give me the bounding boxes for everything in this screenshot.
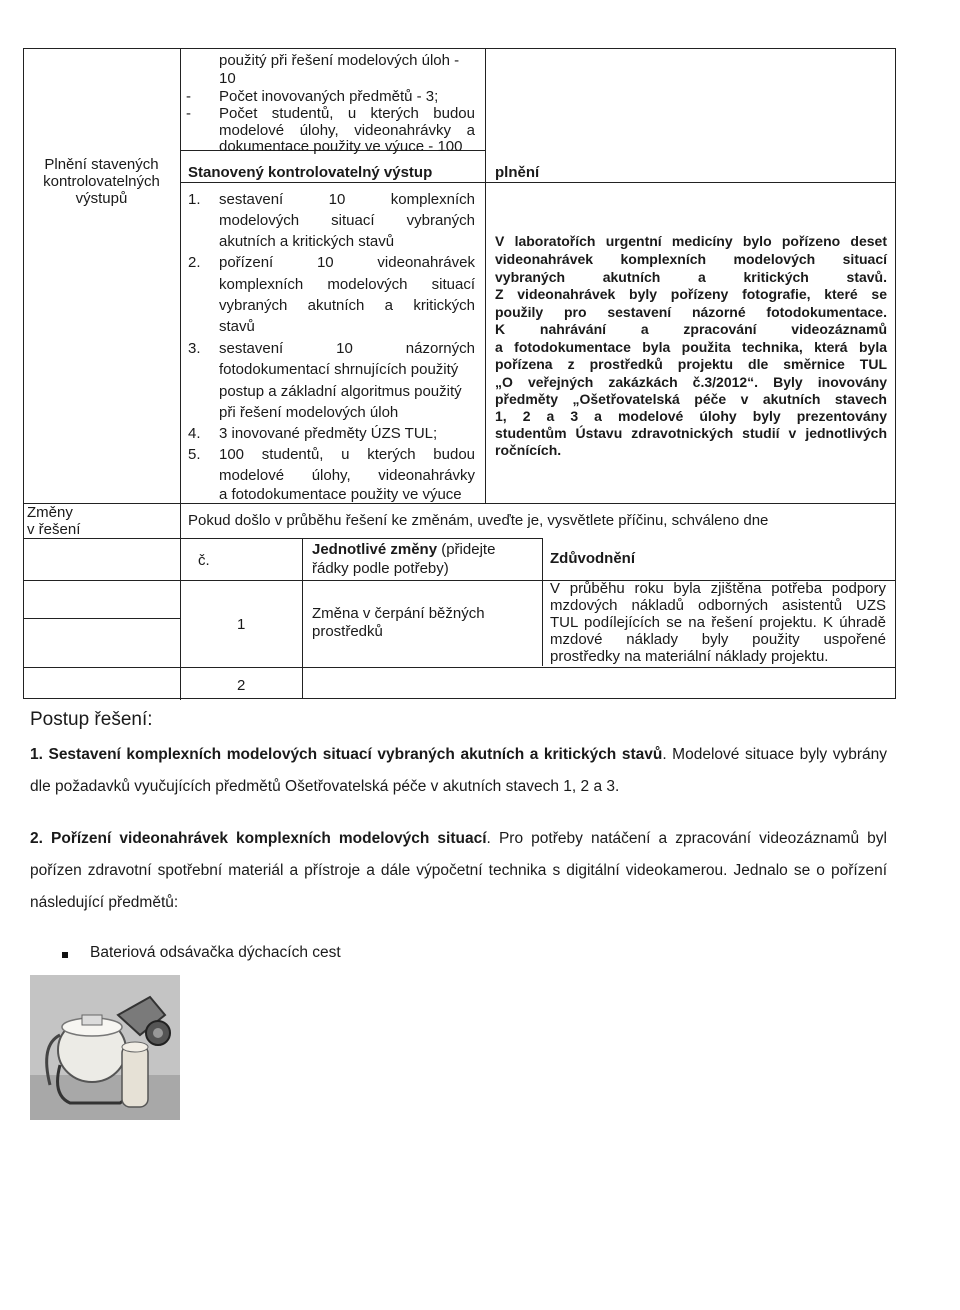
changes-instruction: Pokud došlo v průběhu řešení ke změnám, uveďte je, vysvětlete příčinu, schváleno dne [188,512,769,529]
output-num-3: 3. [188,340,201,357]
postup-p2-rest: . Pro potřeby natáčení a zpracování videozáznamů byl pořízen zdravotní spotřební materiál a přístroje a dále výpočetní technika s digitální videokamerou. Jednalo se o pořízení následující předmětů: [30,830,887,911]
changes-col-reason: Zdůvodnění [550,550,635,567]
output-5-line-2: modelové úlohy, videonahrávky [219,467,475,484]
output-2-line-2: komplexních modelových situací [219,276,475,293]
change-row-2-num: 2 [237,677,246,694]
output-num-4: 4. [188,425,201,442]
label-divider-zmeny-3 [23,580,180,581]
change-row-1-reason-2: mzdových nákladů odborných asistentů UZS [550,597,886,614]
changes-row1-bottom [180,667,895,668]
top-list-item-b-2: modelové úlohy, videonahrávky a [219,122,475,139]
table-bottom-border [23,698,896,699]
postup-bullet-item: Bateriová odsávačka dýchacích cest [90,944,341,961]
top-list-item-a: Počet inovovaných předmětů - 3; [219,88,439,105]
changes-col-change-2: řádky podle potřeby) [312,560,449,577]
postup-paragraph-2 [30,823,887,919]
col-header-fulfilment: plnění [495,164,540,181]
output-num-5: 5. [188,446,201,463]
top-list-line1: 10 [219,70,236,87]
postup-p1-bold: 1. Sestavení komplexních modelových situací vybraných akutních a kritických stavů [30,746,663,763]
table-top-border [23,48,896,49]
change-row-1-text-1: Změna v čerpání běžných [312,605,485,622]
fulfilment-line-1: V laboratořích urgentní medicíny bylo pořízeno deset [495,233,887,249]
output-column-divider [485,48,486,503]
output-4-line-1: 3 inovované předměty ÚZS TUL; [219,425,438,442]
fulfilment-line-12: studentům Ústavu zdravotnických studií v jednotlivých [495,425,887,441]
fulfilment-line-8: pořízena z prostředků projektu dle směrnice TUL [495,356,887,372]
table-right-border [895,48,896,698]
label-divider-zmeny-4 [23,618,180,619]
fulfilment-line-2: videonahrávek komplexních modelových situací [495,251,887,267]
output-3-line-3: postup a základní algoritmus použitý [219,383,462,400]
row-label-zmeny-1: Změny [27,504,73,521]
output-3-line-2: fotodokumentací shrnujících použitý [219,361,459,378]
suction-device-illustration [30,975,180,1120]
change-row-1-reason-3: TUL podílejících se na řešení projektu. K úhradě [550,614,886,631]
output-2-line-1: pořízení 10 videonahrávek [219,254,475,271]
change-row-1-reason-1: V průběhu roku byla zjištěna potřeba podpory [550,580,886,597]
change-row-1-reason-4: mzdové náklady byly použity uspořené [550,631,886,648]
change-row-1-reason-5: prostředky na materiální náklady projektu. [550,648,829,665]
fulfilment-line-10: předměty „Ošetřovatelská péče v akutních stavech [495,391,887,407]
output-2-line-4: stavů [219,318,255,335]
dash-bullet: - [186,88,191,105]
label-divider-zmeny-5 [23,667,180,668]
output-3-line-4: při řešení modelových úloh [219,404,399,421]
fulfilment-line-4: Z videonahrávek byly pořízeny fotografie, které se [495,286,887,302]
change-row-1-num: 1 [237,616,246,633]
top-list-item-b-1: Počet studentů, u kterých budou [219,105,475,122]
fulfilment-line-13: ročnících. [495,442,562,458]
postup-heading: Postup řešení: [30,709,153,730]
fulfilment-line-9: „O veřejných zakázkách č.3/2012“. Byly inovovány [495,374,887,390]
top-list-line0: použitý při řešení modelových úloh - [219,52,460,69]
dash-bullet: - [186,105,191,122]
output-2-line-3: vybraných akutních a kritických [219,297,475,314]
postup-p1-rest: . Modelové situace byly vybrány dle požadavků vyučujících předmětů Ošetřovatelská péče v akutních stavech 1, 2 a 3. [30,746,887,795]
fulfilment-line-5: použily pro sestavení názorné fotodokumentace. [495,304,887,320]
changes-reason-divider [542,538,543,666]
fulfilment-line-11: 1, 2 a 3 a modelové úlohy byly prezentovány [495,408,887,424]
fulfilment-line-7: a fotodokumentace byla použita technika, která byla [495,339,887,355]
header-row-divider [180,182,895,183]
change-row-1-text-2: prostředků [312,623,383,640]
row-label-plneni-1: Plnění stavených [44,156,159,173]
table-left-border [23,48,24,698]
top-list-item-b-3: dokumentace použity ve výuce - 100 [219,138,463,155]
col-header-output: Stanovený kontrolovatelný výstup [188,164,433,181]
fulfilment-line-3: vybraných akutních a kritických stavů. [495,269,887,285]
fulfilment-line-6: K nahrávání a zpracování videozáznamů [495,321,887,337]
output-num-1: 1. [188,191,201,208]
output-1-line-1: sestavení 10 komplexních [219,191,475,208]
output-5-line-3: a fotodokumentace použity ve výuce [219,486,462,503]
row-label-zmeny-2: v řešení [27,521,81,538]
label-column-divider [180,48,181,700]
label-divider-zmeny-2 [23,538,180,539]
row-label-plneni-3: výstupů [75,190,128,207]
postup-p2-bold: 2. Pořízení videonahrávek komplexních modelových situací [30,830,487,847]
square-bullet-icon [62,952,68,958]
row-label-plneni-2: kontrolovatelných [43,173,160,190]
changes-col-change-rest: (přidejte [437,541,496,558]
postup-paragraph-1 [30,739,887,803]
changes-col-change [312,541,495,559]
output-5-line-1: 100 studentů, u kterých budou [219,446,475,463]
suction-device-photo [30,975,180,1120]
output-1-line-3: akutních a kritických stavů [219,233,395,250]
changes-num-divider [302,538,303,698]
output-3-line-1: sestavení 10 názorných [219,340,475,357]
changes-table-top [180,538,542,539]
changes-col-change-bold: Jednotlivé změny [312,541,438,558]
output-1-line-2: modelových situací vybraných [219,212,475,229]
output-num-2: 2. [188,254,201,271]
changes-col-num: č. [198,552,210,569]
